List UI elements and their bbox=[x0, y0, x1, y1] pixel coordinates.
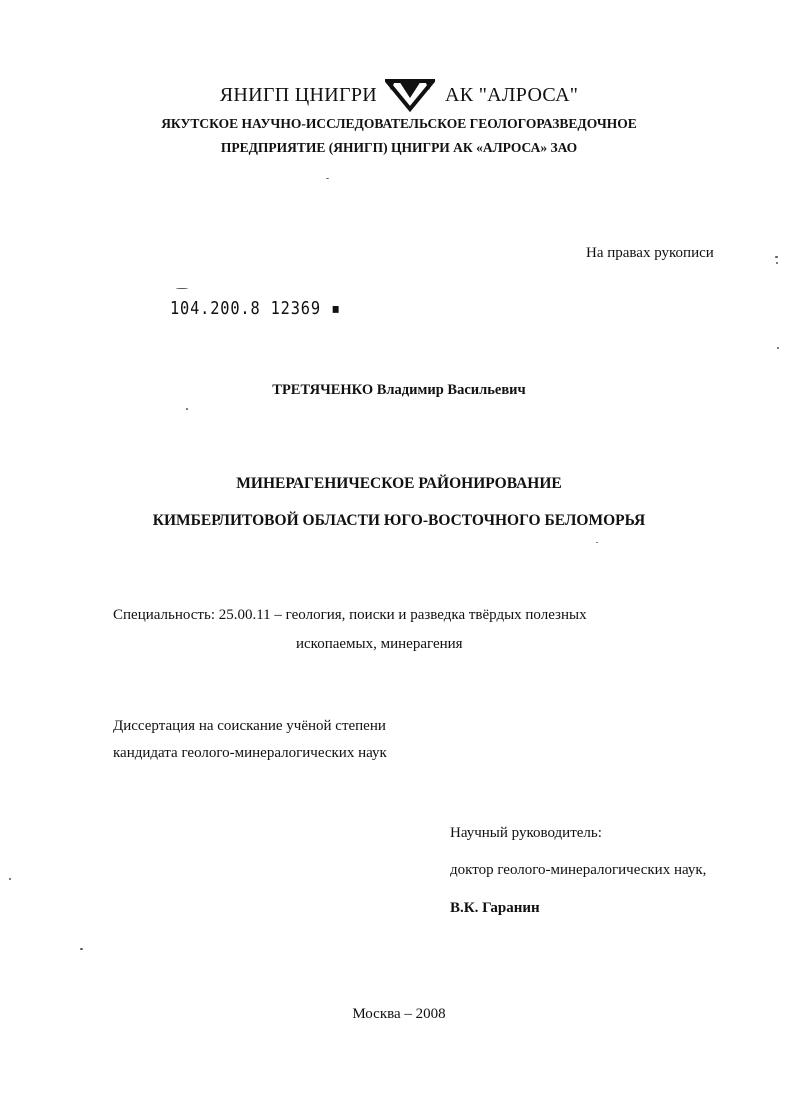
degree-line2: кандидата геолого-минералогических наук bbox=[113, 745, 387, 761]
scan-speck bbox=[326, 178, 329, 179]
org-name-line2: ПРЕДПРИЯТИЕ (ЯНИГП) ЦНИГРИ АК «АЛРОСА» ЗАО bbox=[220, 140, 578, 155]
scan-speck bbox=[9, 878, 11, 880]
org-name-line1: ЯКУТСКОЕ НАУЧНО-ИССЛЕДОВАТЕЛЬСКОЕ ГЕОЛОГОРАЗВЕДОЧНОЕ bbox=[161, 116, 637, 131]
scan-speck bbox=[777, 347, 779, 349]
library-stamp-number bbox=[170, 298, 341, 319]
alrosa-logo-icon bbox=[385, 78, 435, 112]
specialty-line2: ископаемых, минерагения bbox=[296, 636, 463, 652]
scan-speck bbox=[596, 542, 598, 543]
scan-speck bbox=[186, 408, 188, 410]
dissertation-title-line1: МИНЕРАГЕНИЧЕСКОЕ РАЙОНИРОВАНИЕ bbox=[236, 475, 562, 492]
author-name bbox=[0, 382, 798, 399]
scan-speck bbox=[80, 948, 83, 950]
logo-right-text: АК "АЛРОСА" bbox=[445, 83, 579, 106]
logo-left-text: ЯНИГП ЦНИГРИ bbox=[219, 83, 378, 106]
author-given-names: Владимир Васильевич bbox=[376, 382, 526, 398]
supervisor-name: В.К. Гаранин bbox=[450, 900, 540, 916]
degree-line1: Диссертация на соискание учёной степени bbox=[113, 718, 386, 734]
scan-speck bbox=[775, 256, 778, 258]
city-year: Москва – 2008 bbox=[352, 1006, 446, 1022]
supervisor-label: Научный руководитель: bbox=[450, 825, 602, 841]
scan-speck bbox=[776, 262, 778, 264]
stamp-number-text: 104.200.8 12369 bbox=[170, 298, 321, 319]
manuscript-rights: На правах рукописи bbox=[586, 245, 714, 261]
stamp-dot-icon: ▪ bbox=[320, 298, 342, 319]
dissertation-title-line2: КИМБЕРЛИТОВОЙ ОБЛАСТИ ЮГО-ВОСТОЧНОГО БЕЛОМОРЬЯ bbox=[152, 512, 646, 529]
scan-speck bbox=[176, 288, 188, 289]
author-surname: ТРЕТЯЧЕНКО bbox=[272, 382, 374, 398]
specialty-line1: Специальность: 25.00.11 – геология, поиски и разведка твёрдых полезных bbox=[113, 607, 587, 623]
logo-row bbox=[0, 78, 798, 112]
supervisor-degree: доктор геолого-минералогических наук, bbox=[450, 862, 707, 878]
